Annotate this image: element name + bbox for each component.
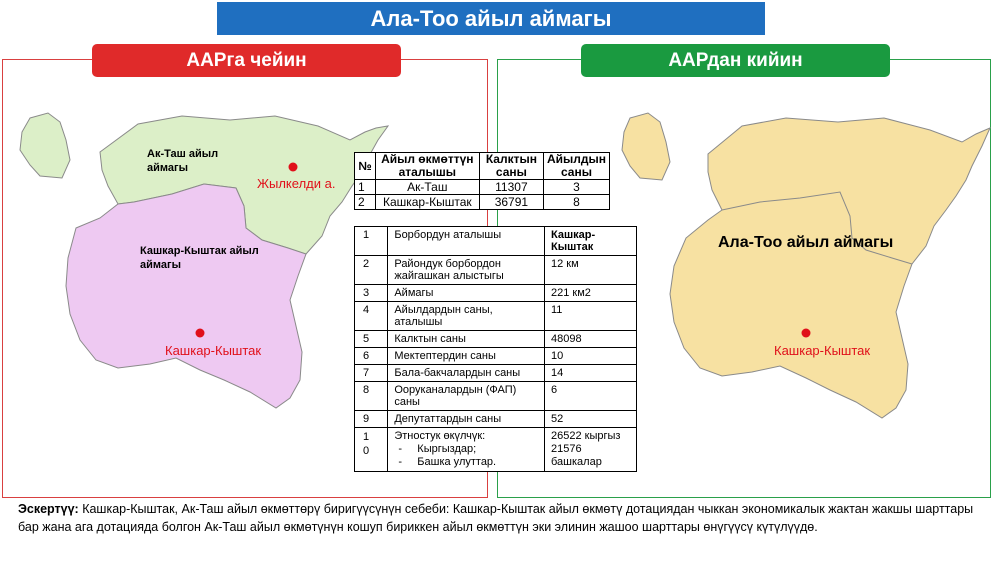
region-ala-too — [670, 118, 990, 418]
page-title: Ала-Тоо айыл аймагы — [217, 2, 765, 35]
row-num: 1 0 — [355, 428, 388, 472]
table-row — [355, 195, 610, 210]
footnote — [18, 500, 978, 536]
row-value: 48098 — [545, 331, 637, 348]
details-table — [354, 226, 637, 472]
row-label: Райондук борбордон жайгашкан алыстыгы — [388, 256, 545, 285]
row-num: 9 — [355, 411, 388, 428]
before-label: ААРга чейин — [92, 44, 401, 77]
row-label: Ооруканалардын (ФАП) саны — [388, 382, 545, 411]
cell-name: Кашкар-Кыштак — [375, 195, 479, 210]
table-row — [355, 348, 637, 365]
region-label-ala-too: Ала-Тоо айыл аймагы — [718, 234, 894, 251]
row-num: 3 — [355, 285, 388, 302]
row-num: 2 — [355, 256, 388, 285]
table-row — [355, 285, 637, 302]
header-name: Айыл өкмөттүн аталышы — [375, 153, 479, 180]
table-row — [355, 411, 637, 428]
row-num: 8 — [355, 382, 388, 411]
city-label-kashkar-after: Кашкар-Кыштак — [774, 343, 871, 358]
row-value: 52 — [545, 411, 637, 428]
footnote-text: Кашкар-Кыштак, Ак-Таш айыл өкмөттөрү биригүүсүнүн себеби: Кашкар-Кыштак айыл өкмөтү дотациядан чыккан экономикалык жактан жакшы шарттары бар жана ага дотацияда болгон Ак-Таш айыл өкмөтүнүн кошуп бириккен айыл өкмөттүн эки элинин жашоо шарттары өнүгүүсү күтүлүүдө. — [18, 502, 974, 534]
cell-name: Ак-Таш — [375, 180, 479, 195]
row-num: 1 — [355, 227, 388, 256]
row-label: Борбордун аталышы — [388, 227, 545, 256]
row-label: Калктын саны — [388, 331, 545, 348]
after-map — [622, 113, 990, 418]
header-population: Калктын саны — [479, 153, 543, 180]
row-value: 221 км2 — [545, 285, 637, 302]
after-label: ААРдан кийин — [581, 44, 890, 77]
row-value: Кашкар-Кыштак — [545, 227, 637, 256]
row-value: 10 — [545, 348, 637, 365]
table-row — [355, 227, 637, 256]
region-right-fragment — [622, 113, 670, 180]
row-label: Айылдардын саны, аталышы — [388, 302, 545, 331]
cell-villages: 8 — [543, 195, 609, 210]
ethnic-value-1: 26522 кыргыз — [551, 430, 621, 442]
ethnic-title: Этностук өкүлчүк: — [394, 430, 486, 442]
row-value: 14 — [545, 365, 637, 382]
table-row — [355, 180, 610, 195]
city-dot-kashkar-after — [802, 329, 811, 338]
region-label-kashkar: Кашкар-Кыштак айыл аймагы — [140, 245, 259, 271]
row-label: Аймагы — [388, 285, 545, 302]
ethnic-value-3: башкалар — [551, 456, 602, 468]
row-value: 11 — [545, 302, 637, 331]
cell-num: 2 — [355, 195, 376, 210]
region-label-ak-tash: Ак-Таш айыл аймагы — [147, 148, 219, 174]
table-row — [355, 256, 637, 285]
table-row — [355, 382, 637, 411]
row-num: 6 — [355, 348, 388, 365]
region-left-fragment — [20, 113, 70, 178]
cell-population: 36791 — [479, 195, 543, 210]
cell-villages: 3 — [543, 180, 609, 195]
table-row — [355, 302, 637, 331]
cell-population: 11307 — [479, 180, 543, 195]
city-label-kashkar-before: Кашкар-Кыштак — [165, 343, 262, 358]
table-row — [355, 331, 637, 348]
row-value: 12 км — [545, 256, 637, 285]
row-num: 7 — [355, 365, 388, 382]
row-label: Депутаттардын саны — [388, 411, 545, 428]
row-label-ethnic — [388, 428, 545, 472]
row-value-ethnic — [545, 428, 637, 472]
row-num: 5 — [355, 331, 388, 348]
ethnic-value-2: 21576 — [551, 443, 582, 455]
city-label-zhylkeldi: Жылкелди а. — [257, 176, 336, 191]
row-label: Бала-бакчалардын саны — [388, 365, 545, 382]
footnote-label: Эскертүү: — [18, 502, 79, 516]
city-dot-kashkar-before — [196, 329, 205, 338]
ethnic-item-1: - Кыргыздар; — [398, 443, 477, 455]
row-value: 6 — [545, 382, 637, 411]
row-num: 4 — [355, 302, 388, 331]
city-dot-zhylkeldi — [289, 163, 298, 172]
comparison-table — [354, 152, 610, 210]
table-row — [355, 365, 637, 382]
header-villages: Айылдын саны — [543, 153, 609, 180]
cell-num: 1 — [355, 180, 376, 195]
table-row-ethnic — [355, 428, 637, 472]
ethnic-item-2: - Башка улуттар. — [398, 456, 497, 468]
row-label: Мектептердин саны — [388, 348, 545, 365]
header-num: № — [355, 153, 376, 180]
table-header-row — [355, 153, 610, 180]
